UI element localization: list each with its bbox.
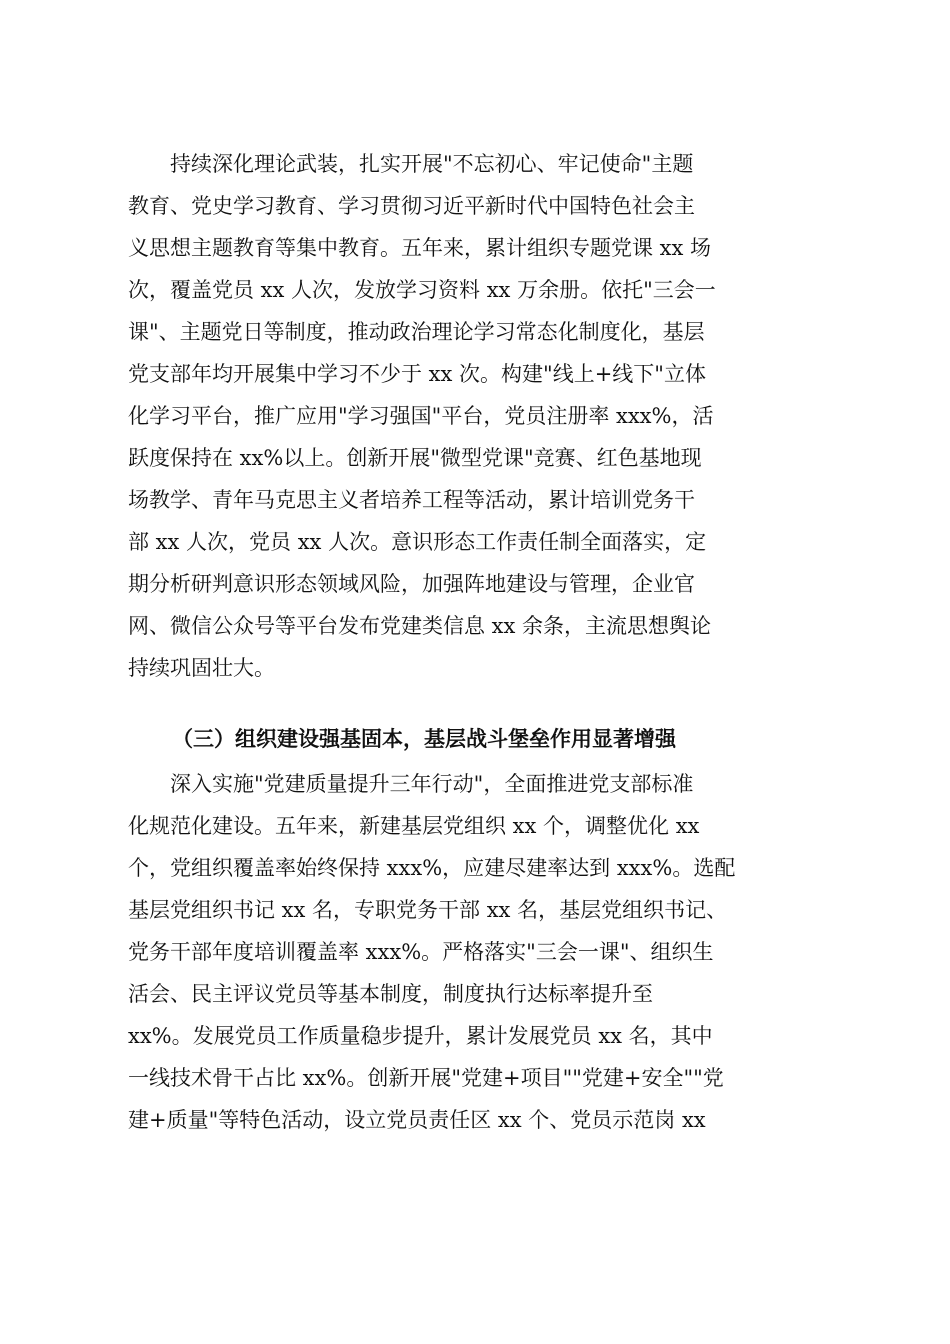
text-line: 网、微信公众号等平台发布党建类信息 xx 余条，主流思想舆论 [128, 614, 712, 638]
text-line: 教育、党史学习教育、学习贯彻习近平新时代中国特色社会主 [128, 194, 695, 218]
text-line: 党支部年均开展集中学习不少于 xx 次。构建"线上+线下"立体 [128, 362, 706, 386]
text-line: 深入实施"党建质量提升三年行动"，全面推进党支部标准 [128, 772, 694, 796]
text-line: 个，党组织覆盖率始终保持 xxx%，应建尽建率达到 xxx%。选配 [128, 856, 736, 880]
text-line: 次，覆盖党员 xx 人次，发放学习资料 xx 万余册。依托"三会一 [128, 278, 716, 302]
text-line: 课"、主题党日等制度，推动政治理论学习常态化制度化，基层 [128, 320, 705, 344]
text-line: 持续巩固壮大。 [128, 656, 275, 680]
text-line: 持续深化理论武装，扎实开展"不忘初心、牢记使命"主题 [128, 152, 694, 176]
text-line: 党务干部年度培训覆盖率 xxx%。严格落实"三会一课"、组织生 [128, 940, 714, 964]
text-line: 跃度保持在 xx%以上。创新开展"微型党课"竞赛、红色基地现 [128, 446, 702, 470]
text-line: 场教学、青年马克思主义者培养工程等活动，累计培训党务干 [128, 488, 695, 512]
text-line: 一线技术骨干占比 xx%。创新开展"党建+项目""党建+安全""党 [128, 1066, 724, 1090]
text-line: 化规范化建设。五年来，新建基层党组织 xx 个，调整优化 xx [128, 814, 700, 838]
text-line: 基层党组织书记 xx 名，专职党务干部 xx 名，基层党组织书记、 [128, 898, 728, 922]
text-line: 化学习平台，推广应用"学习强国"平台，党员注册率 xxx%，活 [128, 404, 714, 428]
text-line: xx%。发展党员工作质量稳步提升，累计发展党员 xx 名，其中 [128, 1024, 713, 1048]
text-line: 义思想主题教育等集中教育。五年来，累计组织专题党课 xx 场 [128, 236, 712, 260]
section-heading: （三）组织建设强基固本，基层战斗堡垒作用显著增强 [172, 726, 676, 751]
text-line: 活会、民主评议党员等基本制度，制度执行达标率提升至 [128, 982, 653, 1006]
text-line: 部 xx 人次，党员 xx 人次。意识形态工作责任制全面落实，定 [128, 530, 707, 554]
text-line: 期分析研判意识形态领域风险，加强阵地建设与管理，企业官 [128, 572, 695, 596]
text-line: 建+质量"等特色活动，设立党员责任区 xx 个、党员示范岗 xx [128, 1108, 706, 1132]
